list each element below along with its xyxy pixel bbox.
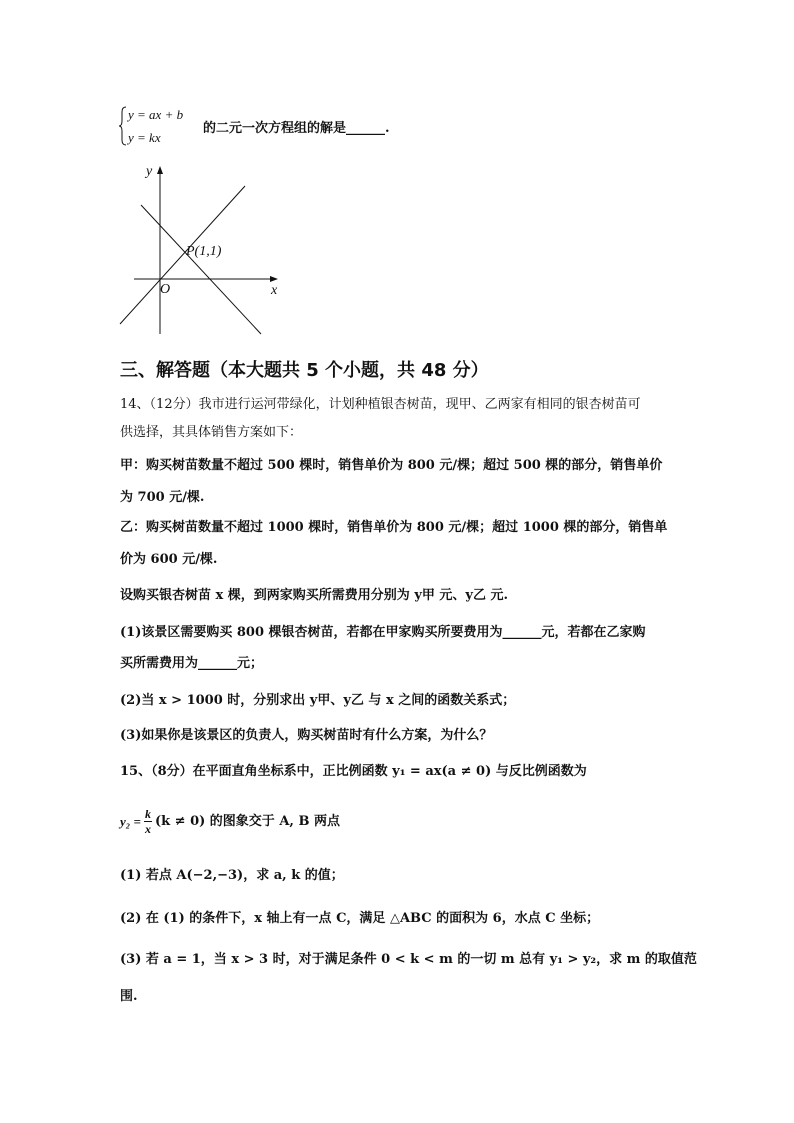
y-axis-arrow-icon (157, 166, 163, 174)
q14-part-3: (3)如果你是该景区的负责人，购买树苗时有什么方案，为什么？ (120, 728, 493, 743)
q15-line-2-rest: (k ≠ 0) 的图象交于 A, B 两点 (154, 814, 340, 829)
q15-fraction (144, 808, 152, 835)
fraction-denominator: x (144, 822, 151, 836)
y-axis-label: y (146, 164, 153, 179)
line-y-ax-b (141, 205, 261, 334)
q15-y2-eq: y₂ = (120, 814, 141, 829)
equation-2: y = kx (128, 130, 161, 145)
q15-line-2 (120, 808, 340, 835)
point-p-label: P(1,1) (186, 244, 222, 259)
section-title: 三、解答题（本大题共 5 个小题，共 48 分） (120, 360, 489, 381)
q15-line-1: 15、（8分）在平面直角坐标系中，正比例函数 y₁ = ax(a ≠ 0) 与反比例函数为 (120, 764, 587, 779)
x-axis-arrow-icon (270, 276, 278, 282)
q14-line-7: 设购买银杏树苗 x 棵，到两家购买所需费用分别为 y甲 元、y乙 元. (120, 588, 509, 603)
x-axis-label: x (271, 283, 278, 298)
fraction-numerator: k (144, 807, 151, 821)
equation-1: y = ax + b (128, 107, 184, 122)
q14-line-6: 价为 600 元/棵. (120, 552, 218, 567)
q15-part-1: (1) 若点 A(−2,−3)，求 a, k 的值； (120, 868, 344, 883)
origin-label: O (160, 282, 171, 297)
q14-line-4: 为 700 元/棵. (120, 490, 205, 505)
q13-prompt: 的二元一次方程组的解是______. (203, 121, 390, 136)
q14-line-1: 14、（12分）我市进行运河带绿化，计划种植银杏树苗，现甲、乙两家有相同的银杏树苗可 (120, 397, 641, 412)
q15-part-3: (3) 若 a = 1，当 x > 3 时，对于满足条件 0 < k < m 的一切 m 总有 y₁ > y₂，求 m 的取值范 (120, 952, 697, 967)
line-y-kx (120, 186, 245, 324)
q14-part-1b: 买所需费用为______元； (120, 656, 264, 671)
system-brace (119, 106, 127, 146)
q14-part-1a: (1)该景区需要购买 800 棵银杏树苗，若都在甲家购买所要费用为______元，若都在乙家购 (120, 625, 646, 640)
q15-part-2: (2) 在 (1) 的条件下，x 轴上有一点 C，满足 △ABC 的面积为 6，水点 C 坐标； (120, 911, 600, 926)
q14-line-2: 供选择，其具体销售方案如下： (120, 425, 303, 440)
q15-part-3b: 围. (120, 989, 138, 1004)
q14-part-2: (2)当 x > 1000 时，分别求出 y甲、y乙 与 x 之间的函数关系式； (120, 693, 516, 708)
q14-line-5: 乙：购买树苗数量不超过 1000 棵时，销售单价为 800 元/棵；超过 1000 棵的部分，销售单 (120, 520, 668, 535)
q14-line-3: 甲：购买树苗数量不超过 500 棵时，销售单价为 800 元/棵；超过 500 棵的部分，销售单价 (120, 458, 663, 473)
